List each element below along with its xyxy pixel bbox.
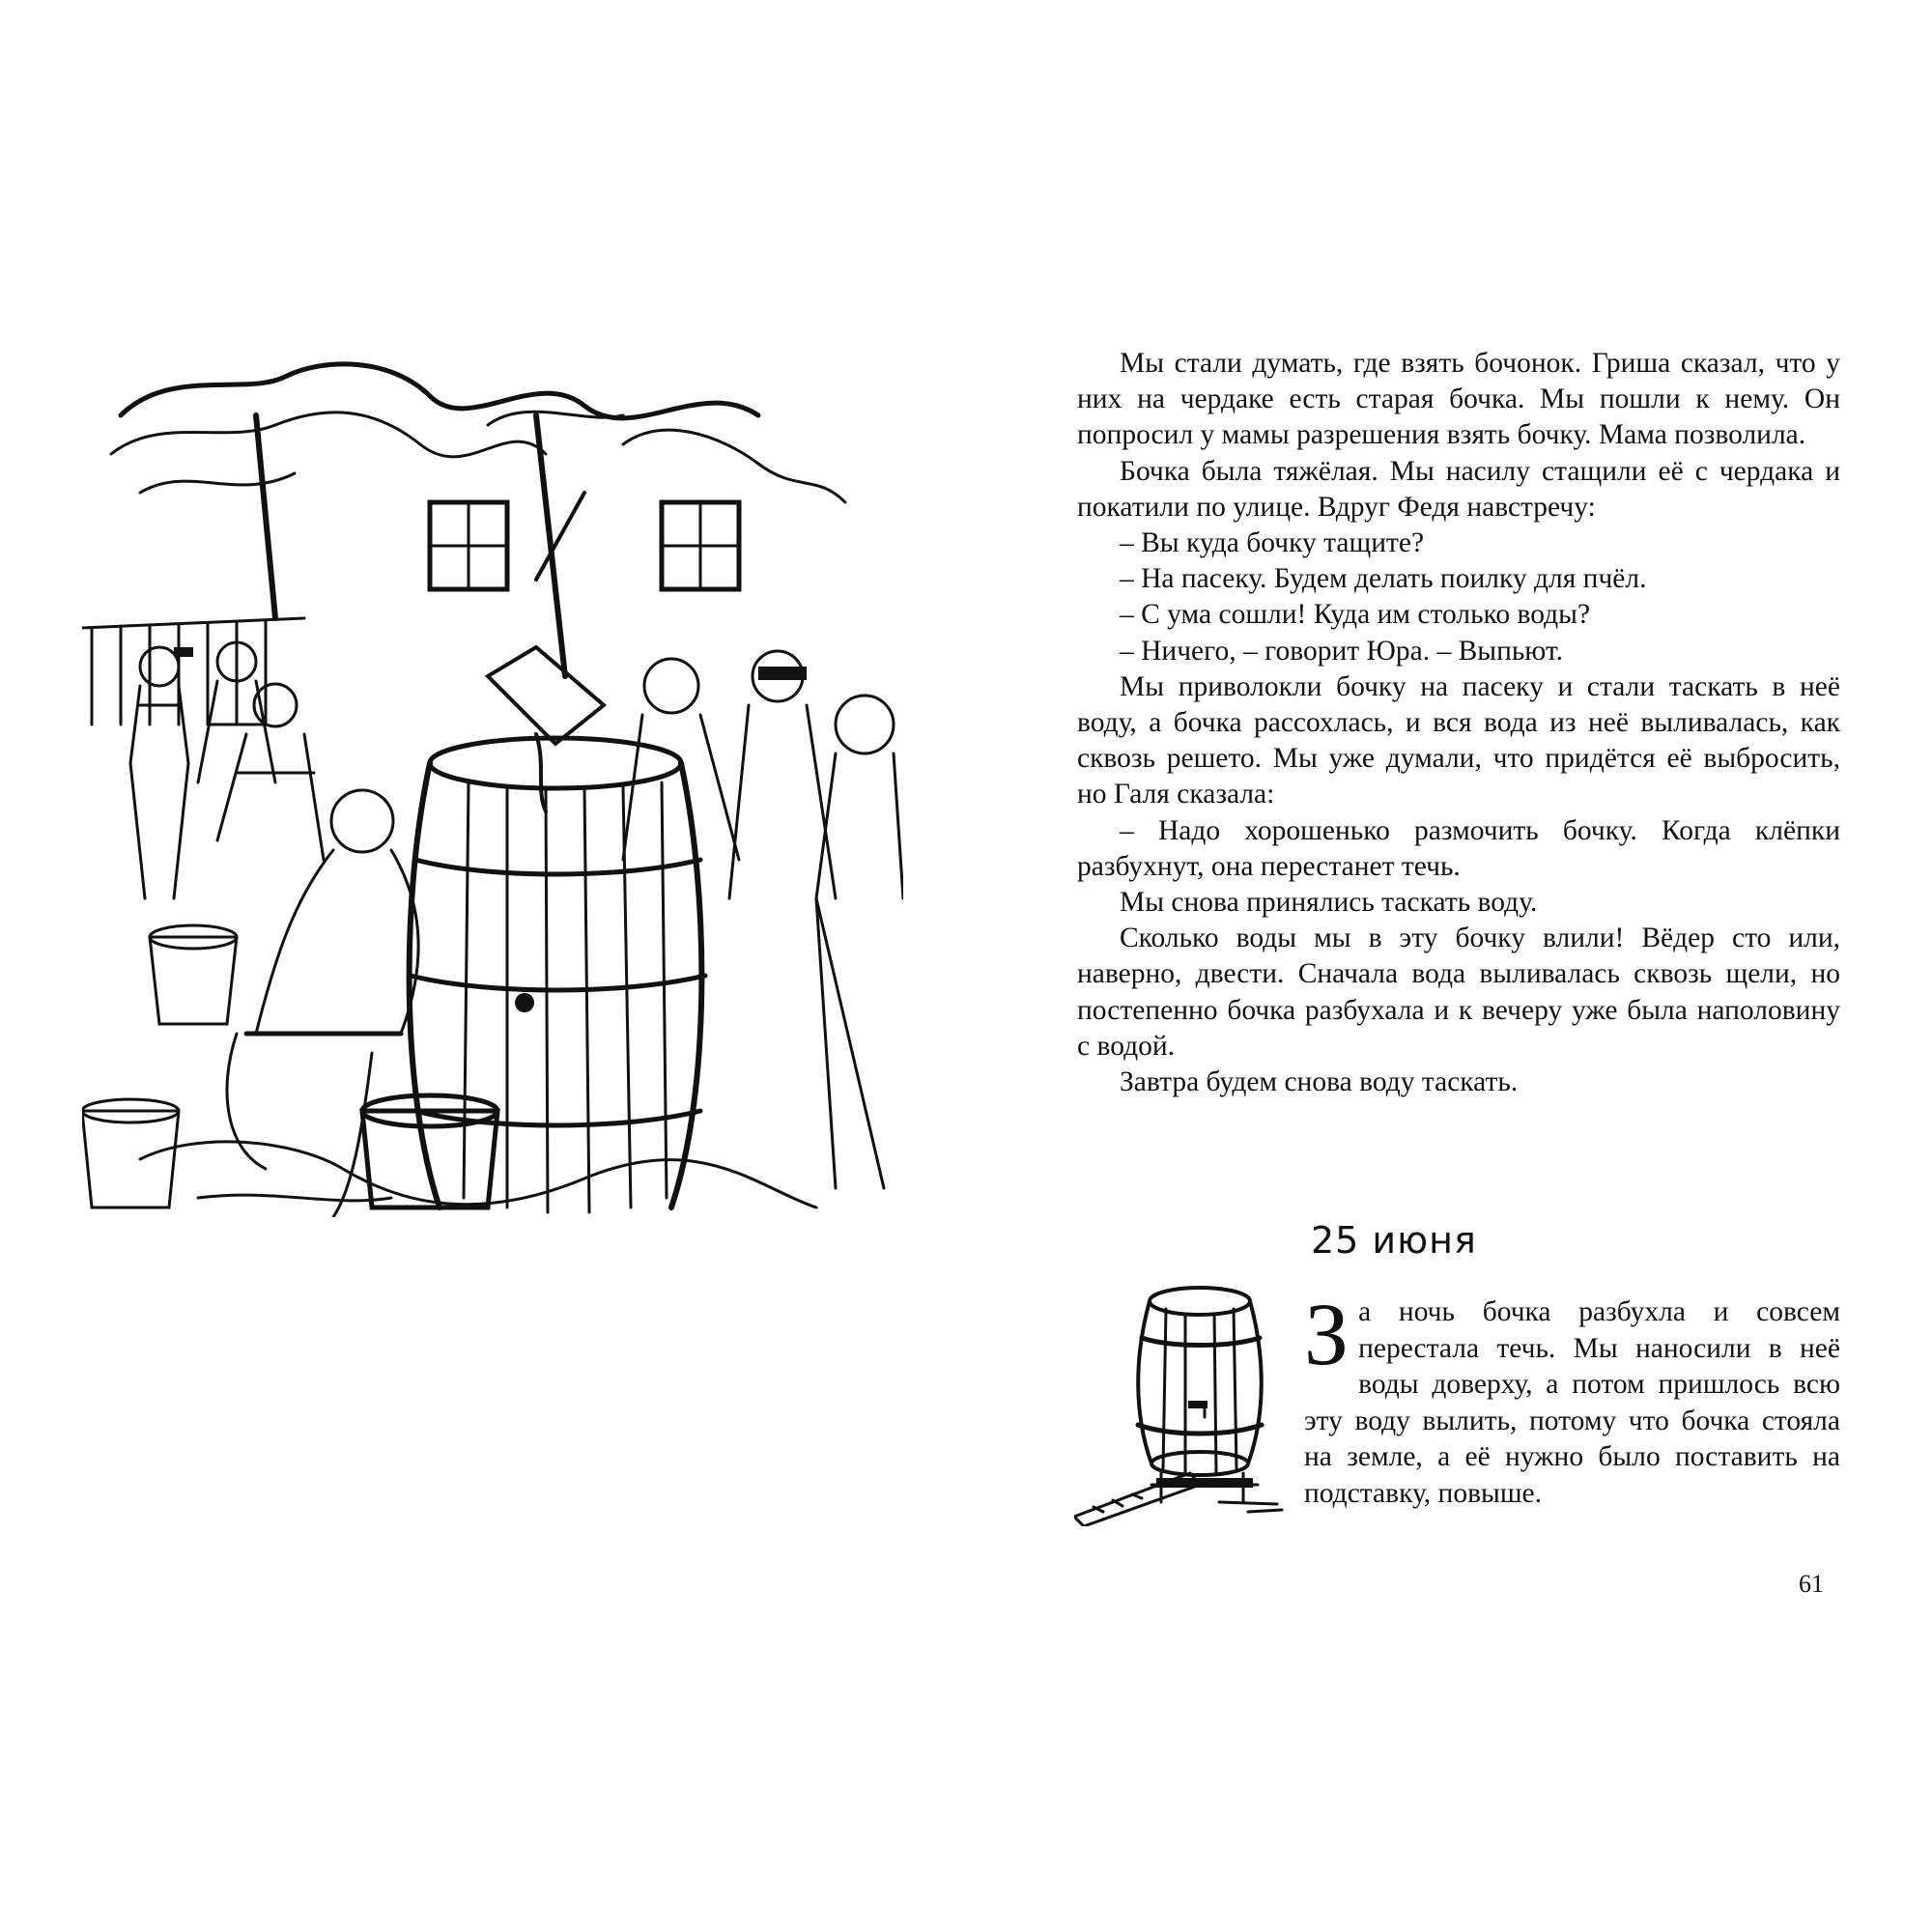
dialogue-line: – На пасеку. Будем делать поилку для пчёл. xyxy=(1120,563,1647,595)
story-paragraph: Мы снова принялись таскать воду. xyxy=(1120,887,1538,919)
diary-entry-body xyxy=(1304,1285,1840,1512)
children-filling-barrel-illustration xyxy=(82,357,903,1217)
story-paragraph: Мы стали думать, где взять бочонок. Гриша сказал, что у них на чердаке есть старая бочка. Мы пошли к нему. Он попросил у мамы разрешения взять бочку. Мама позволила. xyxy=(1077,348,1840,451)
dialogue-line: – Надо хорошенько размочить бочку. Когда клёпки разбухнут, она перестанет течь. xyxy=(1077,814,1840,882)
diary-entry-heading: 25 июня xyxy=(1311,1219,1477,1262)
story-paragraph: Бочка была тяжёлая. Мы насилу стащили её с чердака и покатили по улице. Вдруг Федя навстречу: xyxy=(1077,455,1840,523)
page-number: 61 xyxy=(1799,1570,1824,1598)
story-paragraph: Мы приволокли бочку на пасеку и стали таскать в неё воду, а бочка рассохлась, и вся вода из неё выливалась, как сквозь решето. Мы уже думали, что придётся её выбросить, но Галя сказала: xyxy=(1077,670,1840,810)
drop-cap-letter: З xyxy=(1304,1285,1350,1383)
illustration-drawing xyxy=(82,357,903,1217)
story-paragraph: Завтра будем снова воду таскать. xyxy=(1120,1066,1519,1098)
dialogue-line: – Вы куда бочку тащите? xyxy=(1120,527,1425,559)
dialogue-line: – Ничего, – говорит Юра. – Выпьют. xyxy=(1120,635,1564,667)
barrel-vignette-drawing xyxy=(1074,1280,1287,1526)
story-text-column xyxy=(1077,346,1840,1100)
barrel-on-stand-icon xyxy=(1074,1280,1287,1526)
diary-entry-text: а ночь бочка разбухла и совсем перестала течь. Мы наносили в неё воды доверху, а потом пришлось всю эту воду вылить, потому что бочка стояла на земле, а её нужно было поставить на подставку, повыше. xyxy=(1304,1296,1840,1509)
story-paragraph: Сколько воды мы в эту бочку влили! Вёдер сто или, наверно, двести. Сначала вода выливалась сквозь щели, но постепенно бочка разбухала и к вечеру уже была наполовину с водой. xyxy=(1077,923,1840,1062)
dialogue-line: – С ума сошли! Куда им столько воды? xyxy=(1120,599,1591,631)
